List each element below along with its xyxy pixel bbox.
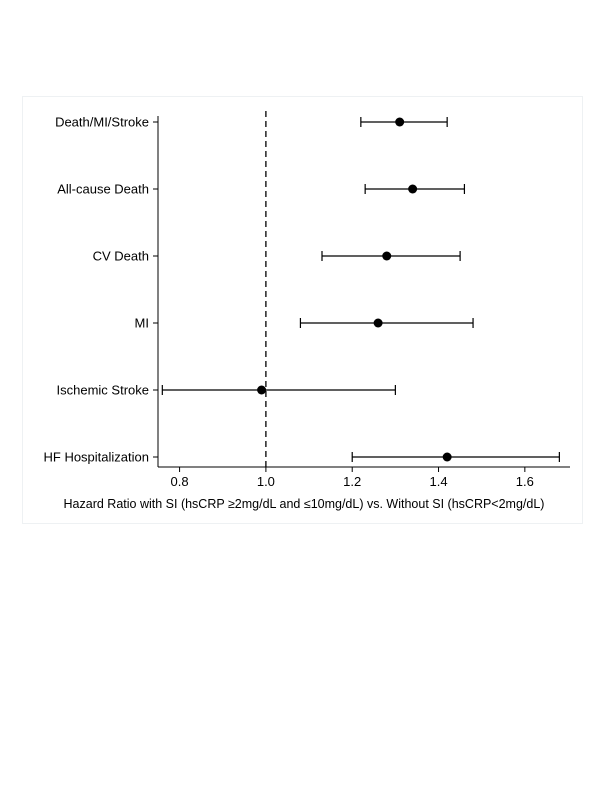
y-tick-label: CV Death xyxy=(92,248,149,264)
figure-panel xyxy=(22,96,583,524)
x-tick-label: 1.0 xyxy=(256,474,275,489)
y-tick-label: Death/MI/Stroke xyxy=(55,114,149,130)
x-tick-label: 1.4 xyxy=(429,474,448,489)
hazard-ratio-point xyxy=(257,386,266,395)
x-tick-label: 1.2 xyxy=(343,474,362,489)
x-tick-label: 0.8 xyxy=(170,474,189,489)
y-axis xyxy=(44,115,159,468)
hazard-ratio-point xyxy=(443,453,452,462)
data-points xyxy=(162,117,559,462)
hazard-ratio-point xyxy=(408,185,417,194)
x-axis-label: Hazard Ratio with SI (hsCRP ≥2mg/dL and ≤10mg/dL) vs. Without SI (hsCRP<2mg/dL) xyxy=(63,497,545,511)
hazard-ratio-point xyxy=(382,252,391,261)
hazard-ratio-point xyxy=(395,118,404,127)
y-tick-label: MI xyxy=(134,315,149,331)
x-axis xyxy=(158,467,570,489)
y-tick-label: Ischemic Stroke xyxy=(56,382,149,398)
y-tick-label: All-cause Death xyxy=(57,181,149,197)
forest-plot-chart xyxy=(23,97,584,525)
y-tick-label: HF Hospitalization xyxy=(43,449,149,465)
x-tick-label: 1.6 xyxy=(515,474,534,489)
hazard-ratio-point xyxy=(374,319,383,328)
